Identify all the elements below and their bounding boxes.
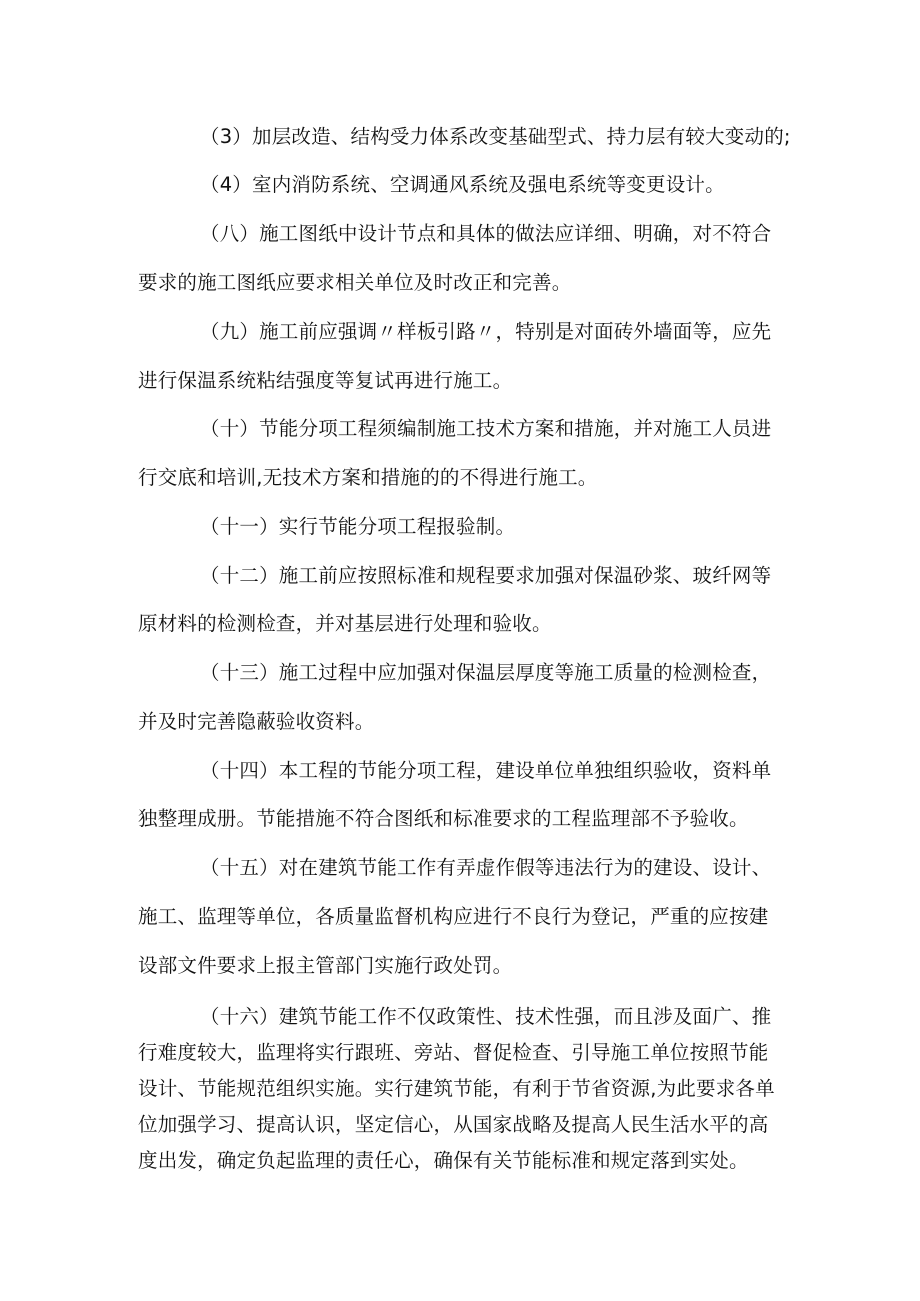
text-line: （十）节能分项工程须编制施工技术方案和措施，并对施工人员进 — [200, 417, 772, 440]
text-line: 原材料的检测检查，并对基层进行处理和验收。 — [138, 612, 552, 635]
text-line: 位加强学习、提高认识，坚定信心，从国家战略及提高人民生活水平的高 — [138, 1113, 769, 1136]
text-line: 设计、节能规范组织实施。实行建筑节能，有利于节省资源,为此要求各单 — [138, 1077, 775, 1100]
text-line: （4）室内消防系统、空调通风系统及强电系统等变更设计。 — [200, 173, 725, 196]
text-line: 行交底和培训,无技术方案和措施的的不得进行施工。 — [138, 466, 598, 489]
text-line: 进行保温系统粘结强度等复试再进行施工。 — [138, 369, 513, 392]
text-line: 设部文件要求上报主管部门实施行政处罚。 — [138, 954, 513, 977]
text-line: 并及时完善隐蔽验收资料。 — [138, 710, 375, 733]
text-line: （十三）施工过程中应加强对保温层厚度等施工质量的检测检查， — [200, 661, 772, 684]
text-line: （十六）建筑节能工作不仅政策性、技术性强，而且涉及面广、推 — [200, 1005, 772, 1028]
text-line: （十五）对在建筑节能工作有弄虚作假等违法行为的建设、设计、 — [200, 856, 772, 879]
text-line: 独整理成册。节能措施不符合图纸和标准要求的工程监理部不予验收。 — [138, 807, 749, 830]
text-line: 行难度较大，监理将实行跟班、旁站、督促检查、引导施工单位按照节能 — [138, 1041, 769, 1064]
text-line: （八）施工图纸中设计节点和具体的做法应详细、明确，对不符合 — [200, 222, 772, 245]
text-line: 要求的施工图纸应要求相关单位及时改正和完善。 — [138, 271, 572, 294]
text-line: （十二）施工前应按照标准和规程要求加强对保温砂浆、玻纤网等 — [200, 564, 772, 587]
text-line: （3）加层改造、结构受力体系改变基础型式、持力层有较大变动的; — [200, 125, 791, 148]
text-line: （十一）实行节能分项工程报验制。 — [200, 515, 516, 538]
text-line: 度出发，确定负起监理的责任心，确保有关节能标准和规定落到实处。 — [138, 1149, 749, 1172]
text-line: （九）施工前应强调〃样板引路〃，特别是对面砖外墙面等，应先 — [200, 320, 772, 343]
text-line: 施工、监理等单位，各质量监督机构应进行不良行为登记，严重的应按建 — [138, 905, 769, 928]
text-line: （十四）本工程的节能分项工程，建设单位单独组织验收，资料单 — [200, 759, 772, 782]
